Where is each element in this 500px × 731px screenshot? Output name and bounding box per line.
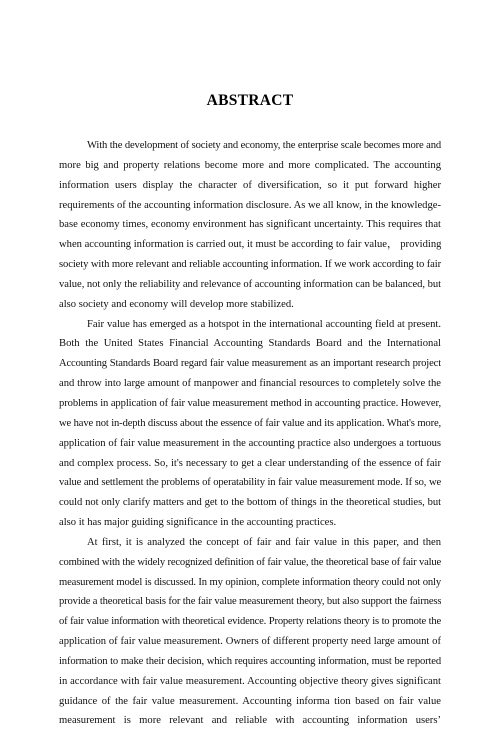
text-line: measurement is more relevant and reliable with accounting information users’ <box>59 715 441 727</box>
text-line: measurement model is discussed. In my opinion, complete information theory could not only <box>59 576 441 588</box>
text-line: requirements of the accounting information disclosure. As we all know, in the knowledge- <box>59 199 441 211</box>
paragraph-3 <box>59 533 441 731</box>
paragraph-1 <box>59 136 441 315</box>
text-line: problems in application of fair value measurement method in accounting practice. However, <box>59 397 441 409</box>
text-line: value, not only the reliability and relevance of accounting information can be balanced, but <box>59 278 441 290</box>
text-line: Fair value has emerged as a hotspot in the international accounting field at present. <box>87 318 441 330</box>
abstract-title: ABSTRACT <box>206 92 294 109</box>
text-line: we have not in-depth discuss about the essence of fair value and its application. What's more, <box>59 417 441 429</box>
text-line: in accordance with fair value measurement. Accounting objective theory gives significant <box>59 675 441 687</box>
text-line: application of fair value measurement in the accounting practice also undergoes a tortuous <box>59 437 441 449</box>
text-line: application of fair value measurement. Owners of different property need large amount of <box>59 636 441 648</box>
text-line: of fair value information with theoretical evidence. Property relations theory is to promote the <box>59 616 441 628</box>
abstract-body <box>59 136 441 731</box>
text-line: and complex process. So, it's necessary to get a clear understanding of the essence of fair <box>59 457 441 469</box>
text-line: guidance of the fair value measurement. Accounting informa tion based on fair value <box>59 695 441 707</box>
text-line: Both the United States Financial Accounting Standards Board and the International <box>59 338 441 350</box>
text-line: also it has major guiding significance in the accounting practices. <box>59 517 337 529</box>
text-line: society with more relevant and reliable accounting information. If we work according to fair <box>59 259 441 271</box>
text-line: information users display the character of diversification, so it put forward higher <box>59 179 441 191</box>
text-line: Accounting Standards Board regard fair value measurement as an important research project <box>59 358 441 370</box>
text-line: provide a theoretical basis for the fair value measurement theory, but also support the fairness <box>59 596 441 608</box>
text-line: With the development of society and economy, the enterprise scale becomes more and <box>87 140 441 151</box>
text-line: could not only clarify matters and get to the bottom of things in the theoretical studies, but <box>59 497 441 509</box>
text-line: information to make their decision, which requires accounting information, must be reported <box>59 655 441 667</box>
text-line: also society and economy will develop more stabilized. <box>59 298 294 310</box>
text-line: At first, it is analyzed the concept of fair and fair value in this paper, and then <box>87 536 441 548</box>
text-line: when accounting information is carried out, it must be according to fair value， providing <box>59 239 441 251</box>
text-line: and throw into large amount of manpower and financial resources to completely solve the <box>59 378 441 390</box>
paragraph-2 <box>59 315 441 533</box>
text-line: more big and property relations become more and more complicated. The accounting <box>59 159 441 171</box>
text-line: value and settlement the problems of operatability in fair value measurement mode. If so, we <box>59 477 441 489</box>
text-line: combined with the widely recognized definition of fair value, the theoretical base of fair value <box>59 556 441 568</box>
text-line: base economy times, economy environment has significant uncertainty. This requires that <box>59 219 441 231</box>
